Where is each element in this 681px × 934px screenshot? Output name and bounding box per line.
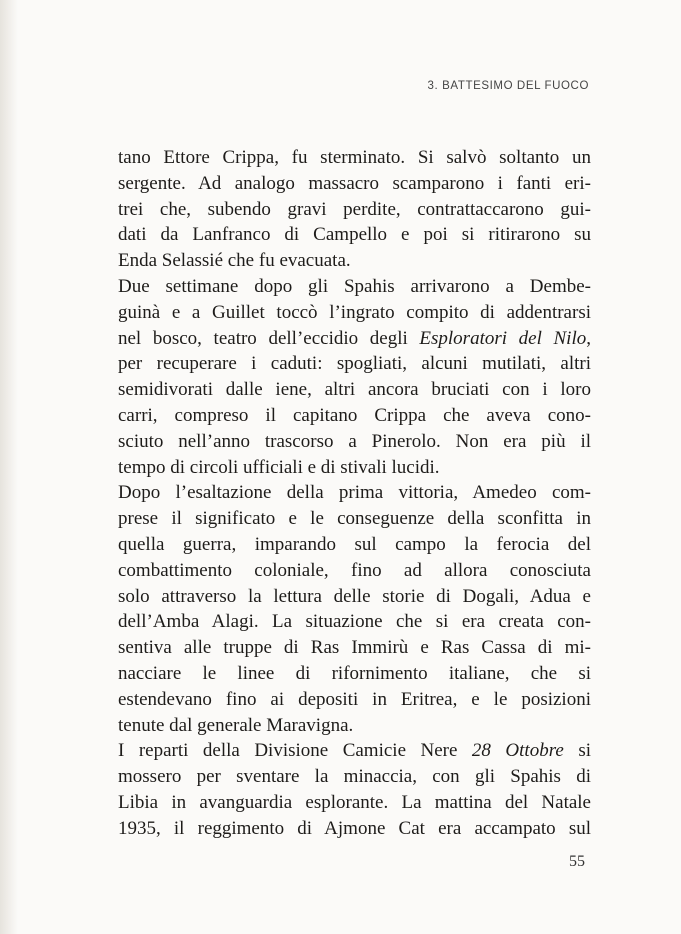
text-line: [118, 326, 591, 352]
italic-title: 28 Ottobre: [471, 740, 564, 762]
text-line: sentiva alle truppe di Ras Immirù e Ras Cassa di mi-: [118, 637, 591, 659]
running-head: 3. BATTESIMO DEL FUOCO: [427, 80, 589, 92]
text-line: Dopo l’esaltazione della prima vittoria, Amedeo com-: [118, 482, 591, 504]
text-line: tenute dal generale Maravigna.: [118, 714, 354, 736]
text-line: estendevano fino ai depositi in Eritrea, e le posizioni: [118, 688, 591, 710]
text-line: nacciare le linee di rifornimento italiane, che si: [118, 662, 591, 684]
text-line: dell’Amba Alagi. La situazione che si era creata con-: [118, 611, 591, 633]
text-line: guinà e a Guillet toccò l’ingrato compito di addentrarsi: [118, 301, 591, 323]
text-line: sergente. Ad analogo massacro scamparono i fanti eri-: [118, 172, 591, 194]
page-number: 55: [569, 853, 585, 870]
text-segment: si: [563, 740, 591, 762]
body-text: [118, 145, 591, 842]
text-line: Due settimane dopo gli Spahis arrivarono a Dembe-: [118, 275, 591, 297]
text-line: solo attraverso la lettura delle storie di Dogali, Adua e: [118, 585, 591, 607]
text-line: mossero per sventare la minaccia, con gli Spahis di: [118, 766, 591, 788]
text-line: carri, compreso il capitano Crippa che aveva cono-: [118, 404, 591, 426]
text-line: dati da Lanfranco di Campello e poi si ritirarono su: [118, 224, 591, 246]
text-line: 1935, il reggimento di Ajmone Cat era accampato sul: [118, 817, 591, 839]
text-line: quella guerra, imparando sul campo la ferocia del: [118, 533, 591, 555]
text-line: tano Ettore Crippa, fu sterminato. Si salvò soltanto un: [118, 147, 591, 168]
text-line: combattimento coloniale, fino ad allora conosciuta: [118, 559, 591, 581]
italic-title: Esploratori del Nilo: [419, 327, 587, 349]
text-segment: ,: [586, 327, 591, 349]
text-line: Enda Selassié che fu evacuata.: [118, 250, 351, 272]
text-line: [118, 738, 591, 764]
text-line: Libia in avanguardia esplorante. La mattina del Natale: [118, 791, 591, 813]
text-line: tempo di circoli ufficiali e di stivali lucidi.: [118, 456, 440, 478]
text-line: per recuperare i caduti: spogliati, alcuni mutilati, altri: [118, 353, 591, 375]
text-line: sciuto nell’anno trascorso a Pinerolo. Non era più il: [118, 430, 591, 452]
text-line: prese il significato e le conseguenze della sconfitta in: [118, 508, 591, 530]
binding-edge-shadow: [0, 0, 18, 934]
text-segment: nel bosco, teatro dell’eccidio degli: [118, 327, 420, 349]
text-line: semidivorati dalle iene, altri ancora bruciati con i loro: [118, 379, 591, 401]
text-segment: I reparti della Divisione Camicie Nere: [118, 740, 472, 762]
text-line: trei che, subendo gravi perdite, contrattaccarono gui-: [118, 198, 591, 220]
